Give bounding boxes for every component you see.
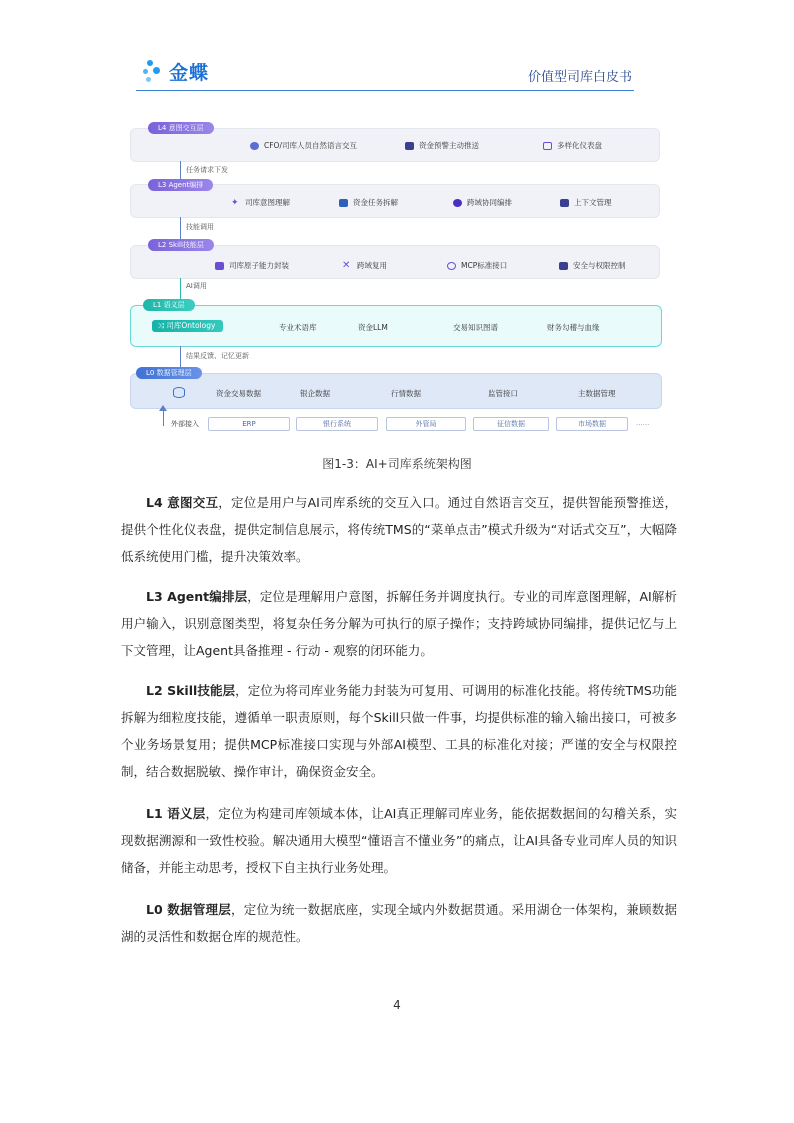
paragraph-body: ，定位为统一数据底座，实现全域内外数据贯通。采用湖仓一体架构，兼顾数据湖的灵活性和数据仓库的规范性。	[121, 902, 677, 944]
connector-label: 结果反馈、记忆更新	[186, 352, 249, 360]
connector-label: 技能调用	[186, 223, 214, 231]
external-source: 银行系统	[296, 417, 378, 431]
paragraph-body: ，定位是理解用户意图，拆解任务并调度执行。专业的司库意图理解，AI解析用户输入，识别意图类型，将复杂任务分解为可执行的原子操作；支持跨域协同编排，提供记忆与上下文管理，让Agent具备推理 - 行动 - 观察的闭环能力。	[121, 589, 677, 658]
external-source: 市场数据	[556, 417, 628, 431]
paragraph-body: ，定位为将司库业务能力封装为可复用、可调用的标准化技能。将传统TMS功能拆解为细粒度技能，遵循单一职责原则，每个Skill只做一件事，均提供标准的输入输出接口，可被多个业务场景复用；提供MCP标准接口实现与外部AI模型、工具的标准化对接；严谨的安全与权限控制，结合数据脱敏、操作审计，确保资金安全。	[121, 683, 677, 779]
sliders-icon	[560, 199, 569, 207]
layer-l0-item: 银企数据	[300, 389, 330, 398]
paragraph-heading: L1 语义层	[146, 806, 206, 821]
layer-l0-tag: L0 数据管理层	[136, 367, 202, 379]
robot-icon	[250, 142, 259, 150]
connector-line	[180, 346, 181, 368]
layer-l3-item: ✦ 司库意图理解	[231, 197, 290, 208]
layer-l2-item: 安全与权限控制	[559, 260, 626, 271]
connector-label: AI调用	[186, 282, 207, 290]
layer-l3-item: 资金任务拆解	[339, 197, 398, 208]
paragraph-body: ，定位为构建司库领域本体，让AI真正理解司库业务，能依据数据间的勾稽关系，实现数据溯源和一致性校验。解决通用大模型“懂语言不懂业务”的痛点，让AI具备专业司库人员的知识储备，并能主动思考，授权下自主执行业务处理。	[121, 806, 677, 875]
plus-icon: ✦	[231, 197, 239, 208]
paragraph-l2	[121, 677, 677, 785]
layer-l2-tag: L2 Skill技能层	[148, 239, 214, 251]
brand-logo	[143, 58, 209, 85]
layer-l0-item: 主数据管理	[578, 389, 616, 398]
document-title: 价值型司库白皮书	[527, 70, 632, 85]
layer-l0-item: 行情数据	[391, 389, 421, 398]
shuffle-icon: ⤨	[158, 321, 167, 330]
layer-l3-tag: L3 Agent编排	[148, 179, 213, 191]
connector-line	[180, 278, 181, 300]
layer-l2-item: ✕ 跨域复用	[342, 259, 387, 271]
layer-l1-item: 专业术语库	[279, 323, 317, 332]
layer-l4-item: 资金预警主动推送	[405, 140, 479, 151]
paragraph-heading: L3 Agent编排层	[146, 589, 248, 604]
connector-line	[180, 217, 181, 239]
layers-icon	[215, 262, 224, 270]
network-icon	[339, 199, 348, 207]
connector-label: 任务请求下发	[186, 166, 228, 174]
external-more: ......	[636, 419, 650, 427]
external-label: 外部接入	[171, 420, 199, 428]
doc-icon	[405, 142, 414, 150]
header-divider	[136, 90, 634, 91]
external-source: 外管局	[386, 417, 466, 431]
layer-l1-item: 资金LLM	[358, 323, 388, 332]
external-arrow-line	[163, 410, 164, 426]
layer-l1-item: 交易知识图谱	[453, 323, 498, 332]
layer-l0-item: 资金交易数据	[216, 389, 261, 398]
layer-l4-item: 多样化仪表盘	[543, 140, 602, 151]
paragraph-heading: L4 意图交互	[146, 495, 219, 510]
layer-l4-item: CFO/司库人员自然语言交互	[250, 140, 357, 151]
paragraph-l4	[121, 489, 677, 570]
paragraph-heading: L0 数据管理层	[146, 902, 232, 917]
arrow-up-icon	[159, 405, 167, 411]
layer-l2-item: 司库原子能力封装	[215, 260, 289, 271]
layer-l1-item: 财务勾稽与血缘	[547, 323, 600, 332]
paragraph-l3	[121, 583, 677, 664]
monitor-icon	[543, 142, 552, 150]
grid-icon	[559, 262, 568, 270]
layer-l2-item: MCP标准接口	[447, 260, 507, 271]
logo-text: 金蝶	[169, 62, 210, 84]
layer-l0-item: 监管接口	[488, 389, 518, 398]
paragraph-body: ，定位是用户与AI司库系统的交互入口。通过自然语言交互，提供智能预警推送，提供个性化仪表盘，提供定制信息展示，将传统TMS的“菜单点击”模式升级为“对话式交互”，大幅降低系统使用门槛，提升决策效率。	[121, 495, 677, 564]
paragraph-l1	[121, 800, 677, 881]
layer-l3-item: 跨域协同编排	[453, 197, 512, 208]
logo-mark-icon	[143, 60, 165, 84]
globe-icon	[453, 199, 462, 207]
database-icon	[173, 387, 185, 398]
paragraph-l0	[121, 896, 677, 950]
external-source: 征信数据	[473, 417, 549, 431]
ontology-badge: ⤨ 司库Ontology	[152, 320, 223, 332]
layer-l1-tag: L1 语义层	[143, 299, 195, 311]
layer-l4-tag: L4 意图交互层	[148, 122, 214, 134]
figure-caption: 图1-3：AI+司库系统架构图	[322, 457, 472, 471]
ring-icon	[447, 262, 456, 270]
external-source: ERP	[208, 417, 290, 431]
cross-icon: ✕	[342, 259, 351, 271]
paragraph-heading: L2 Skill技能层	[146, 683, 236, 698]
layer-l3-item: 上下文管理	[560, 197, 612, 208]
page-number: 4	[393, 998, 401, 1012]
